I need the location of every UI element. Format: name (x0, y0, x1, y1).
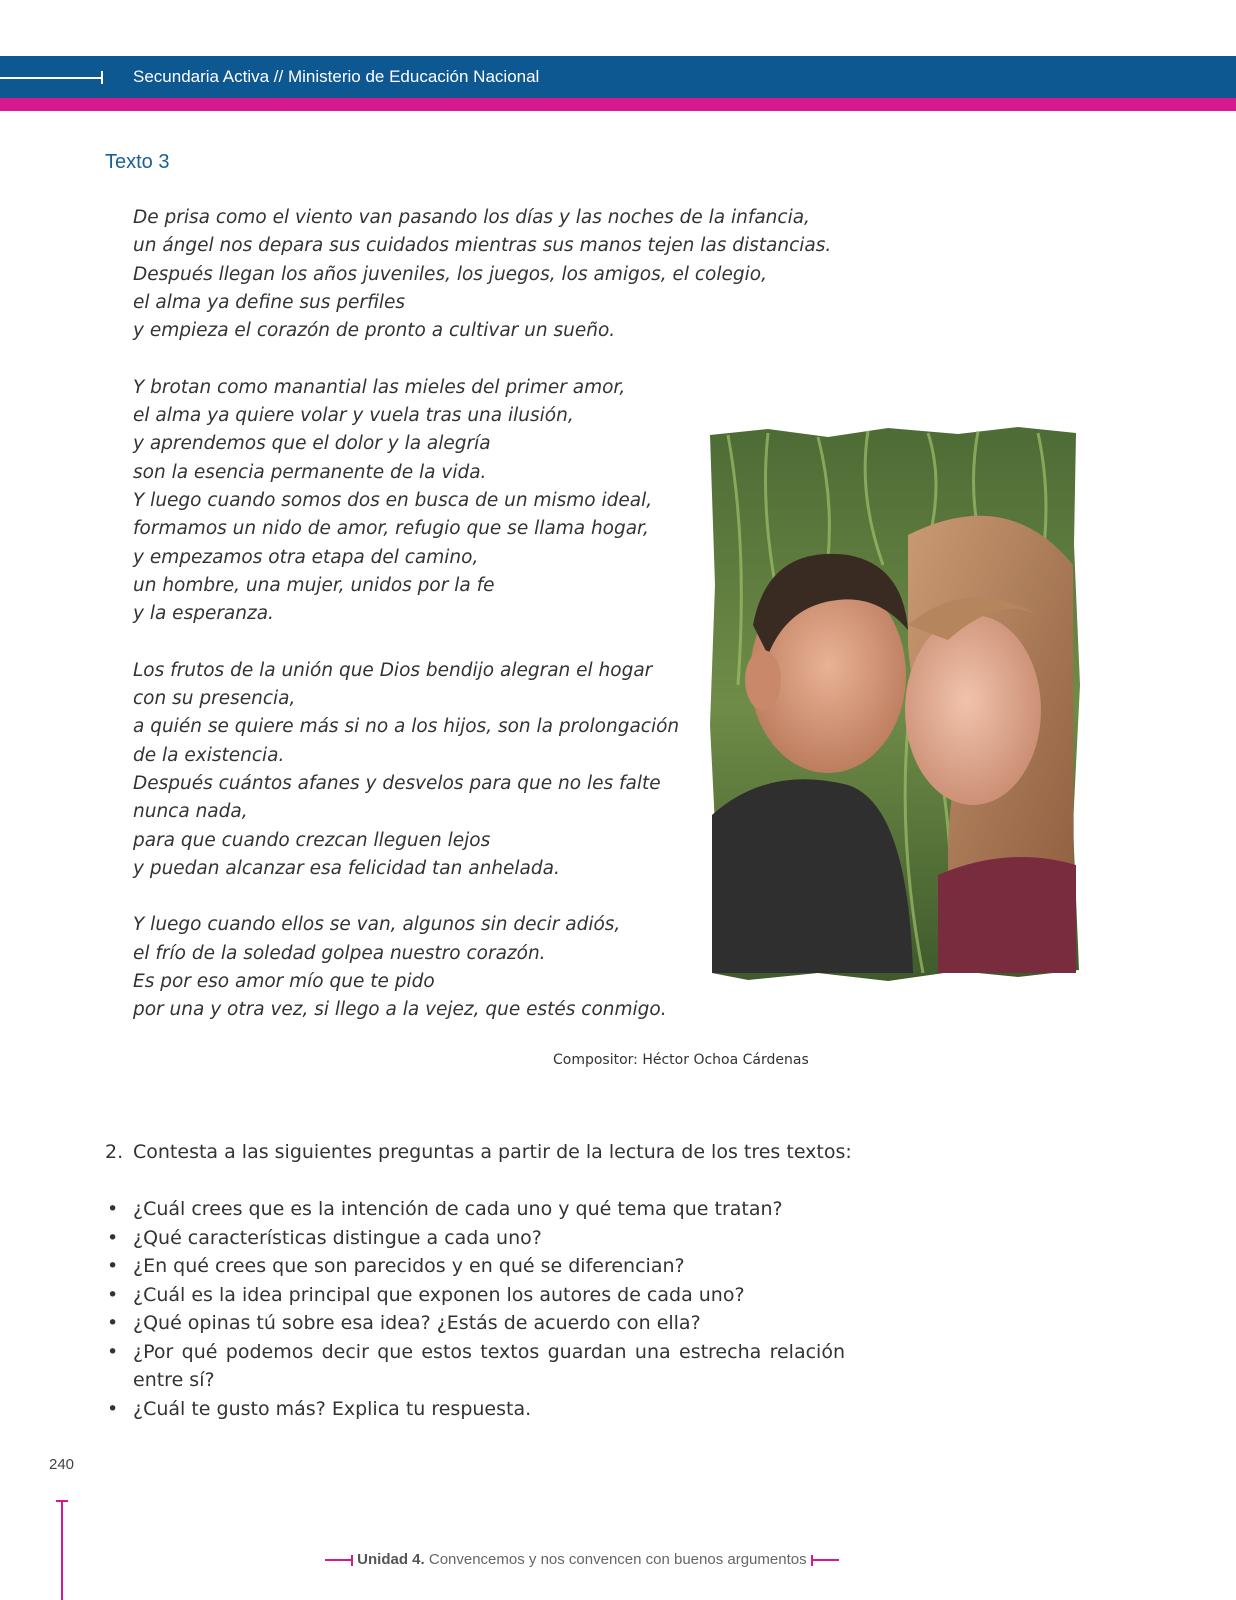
poem-verse: a quién se quiere más si no a los hijos, son la prolongación (133, 716, 680, 738)
bullet-icon: • (107, 1312, 119, 1334)
list-item (105, 1281, 845, 1310)
poem-verse: un ángel nos depara sus cuidados mientras sus manos tejen las distancias. (133, 235, 832, 257)
question-list (105, 1195, 845, 1423)
footer-rule (813, 1559, 839, 1561)
header-title: Secundaria Activa // Ministerio de Educación Nacional (133, 67, 540, 86)
poem-verse: por una y otra vez, si llego a la vejez, que estés conmigo. (133, 999, 667, 1021)
poem-verse: Y luego cuando ellos se van, algunos sin decir adiós, (133, 914, 621, 936)
poem-verse: con su presencia, (133, 688, 296, 710)
poem-verse: Después cuántos afanes y desvelos para que no les falte (133, 772, 661, 794)
footer-rule (325, 1559, 351, 1561)
list-item-text: ¿Cuál es la idea principal que exponen los autores de cada uno? (133, 1283, 745, 1306)
poem-stanza (133, 204, 833, 345)
poem-verse: y aprendemos que el dolor y la alegría (133, 433, 491, 455)
poem-verse: el alma ya define sus perfiles (133, 291, 406, 313)
list-item-text: ¿Cuál te gusto más? Explica tu respuesta. (133, 1397, 532, 1420)
bullet-icon: • (107, 1198, 119, 1220)
couple-photo (708, 425, 1082, 987)
question-text: Contesta a las siguientes preguntas a partir de la lectura de los tres textos: (133, 1141, 852, 1163)
bullet-icon: • (107, 1340, 119, 1363)
poem-verse: son la esencia permanente de la vida. (133, 461, 487, 483)
page-number: 240 (49, 1456, 75, 1473)
section-title: Texto 3 (105, 151, 170, 173)
poem-verse: para que cuando crezcan lleguen lejos (133, 829, 491, 851)
header-rule-tick (101, 71, 103, 84)
poem-verse: Después llegan los años juveniles, los juegos, los amigos, el colegio, (133, 263, 767, 285)
poem-verse: y empezamos otra etapa del camino, (133, 546, 479, 568)
footer (325, 1551, 839, 1568)
list-item-text: ¿Por qué podemos decir que estos textos guardan una estrecha relación entre sí? (133, 1340, 845, 1391)
question-heading (105, 1139, 852, 1166)
poem-verse: un hombre, una mujer, unidos por la fe (133, 574, 495, 596)
footer-rule-tick (351, 1555, 353, 1566)
bullet-icon: • (107, 1397, 119, 1420)
poem-verse: Y brotan como manantial las mieles del primer amor, (133, 376, 626, 398)
header-accent-stripe (0, 98, 1236, 111)
poem-verse: De prisa como el viento van pasando los días y las noches de la infancia, (133, 207, 810, 228)
poem-verse: el frío de la soledad golpea nuestro corazón. (133, 942, 546, 964)
list-item (105, 1395, 845, 1424)
poem-verse: formamos un nido de amor, refugio que se llama hogar, (133, 518, 649, 540)
list-item-text: ¿Qué opinas tú sobre esa idea? ¿Estás de acuerdo con ella? (133, 1312, 701, 1334)
poem-verse: y puedan alcanzar esa felicidad tan anhelada. (133, 857, 560, 879)
composer-credit: Compositor: Héctor Ochoa Cárdenas (553, 1052, 809, 1068)
poem-verse: Es por eso amor mío que te pido (133, 971, 435, 993)
question-number: 2. (105, 1141, 124, 1163)
poem-verse: y empieza el corazón de pronto a cultivar un sueño. (133, 320, 616, 342)
bullet-icon: • (107, 1283, 119, 1306)
header-rule (0, 77, 102, 79)
list-item-text: ¿En qué crees que son parecidos y en qué se diferencian? (133, 1255, 685, 1277)
list-item-text: ¿Cuál crees que es la intención de cada uno y qué tema que tratan? (133, 1198, 783, 1220)
poem-verse: el alma ya quiere volar y vuela tras una ilusión, (133, 405, 574, 427)
footer-left-rule (61, 1500, 63, 1600)
bullet-icon: • (107, 1255, 119, 1277)
list-item (105, 1224, 845, 1253)
footer-unit-title: Convencemos y nos convencen con buenos argumentos (428, 1551, 807, 1568)
list-item (105, 1252, 845, 1281)
poem-verse: de la existencia. (133, 744, 285, 766)
footer-unit-label: Unidad 4. (357, 1551, 425, 1568)
list-item (105, 1195, 845, 1224)
list-item-text: ¿Qué características distingue a cada uno? (133, 1226, 542, 1249)
poem-verse: Y luego cuando somos dos en busca de un mismo ideal, (133, 489, 653, 511)
list-item (105, 1309, 845, 1338)
poem-verse: Los frutos de la unión que Dios bendijo alegran el hogar (133, 659, 653, 681)
poem-verse: nunca nada, (133, 801, 248, 823)
poem-verse: y la esperanza. (133, 603, 274, 625)
list-item (105, 1338, 845, 1395)
bullet-icon: • (107, 1226, 119, 1249)
